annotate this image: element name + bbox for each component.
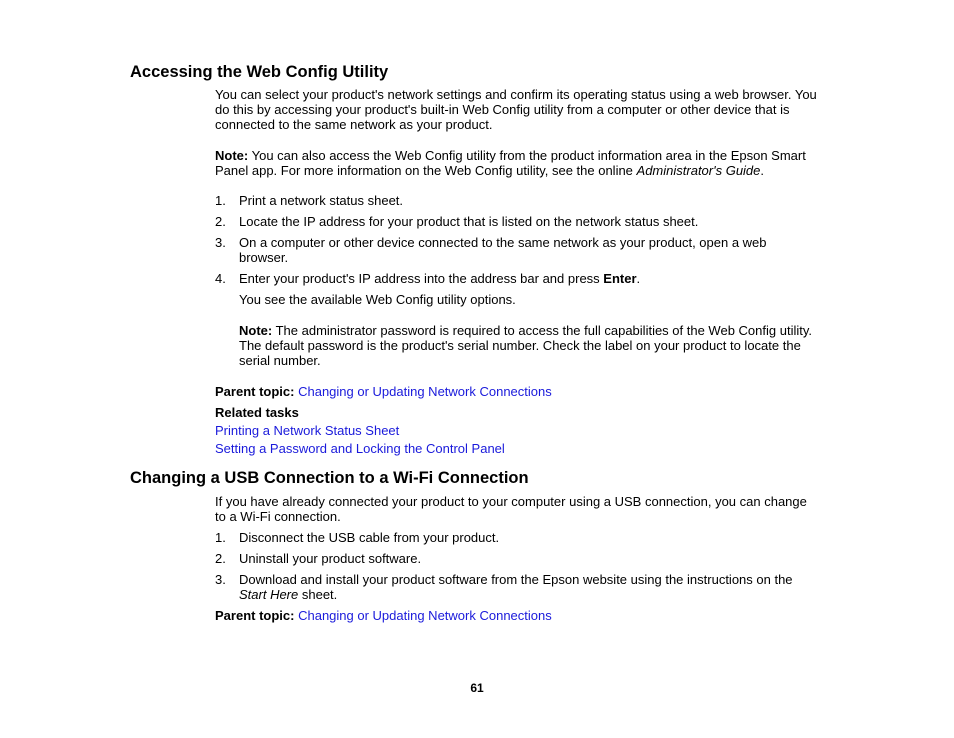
list-item — [215, 572, 815, 602]
section-heading-usb-to-wifi: Changing a USB Connection to a Wi-Fi Connection — [130, 469, 529, 487]
step-text: Print a network status sheet. — [239, 193, 404, 208]
list-item — [215, 193, 815, 208]
parent-topic-link[interactable]: Changing or Updating Network Connections — [298, 608, 552, 623]
step-text: Locate the IP address for your product that is listed on the network status sheet. — [239, 214, 699, 229]
related-tasks-label: Related tasks — [215, 405, 299, 420]
list-item — [215, 235, 815, 265]
list-item — [215, 551, 815, 566]
step-number: 4. — [215, 271, 226, 286]
section-heading-web-config: Accessing the Web Config Utility — [130, 63, 389, 81]
note-text: The administrator password is required to access the full capabilities of the Web Config utility. The default password is the product's serial number. Check the label on your product to locate the serial number. — [239, 323, 812, 368]
intro-text: You can select your product's network settings and confirm its operating status using a web browser. You do this by accessing your product's built-in Web Config utility from a computer or other device that is connected to the same network as your product. — [215, 87, 817, 132]
related-link-set-password[interactable]: Setting a Password and Locking the Control Panel — [215, 441, 505, 456]
note-text-end: . — [760, 163, 765, 178]
related-link-print-status-sheet[interactable]: Printing a Network Status Sheet — [215, 423, 400, 438]
list-item — [215, 214, 815, 229]
list-item — [215, 530, 815, 545]
step-text: Download and install your product software from the Epson website using the instructions on the — [239, 572, 793, 587]
note-label: Note: — [215, 148, 249, 163]
step-text-end: sheet. — [298, 587, 338, 602]
page-number: 61 — [470, 681, 484, 695]
parent-topic — [215, 384, 830, 399]
parent-topic-label: Parent topic: — [215, 608, 295, 623]
step-number: 3. — [215, 572, 226, 587]
step-text-end: . — [636, 271, 641, 286]
list-item — [215, 271, 815, 368]
parent-topic — [215, 608, 830, 623]
note-text: You can also access the Web Config utility from the product information area in the Epson Smart Panel app. For more information on the Web Config utility, see the online — [215, 148, 806, 178]
step-text: Enter your product's IP address into the address bar and press — [239, 271, 604, 286]
step-number: 2. — [215, 214, 226, 229]
intro-text: If you have already connected your product to your computer using a USB connection, you can change to a Wi-Fi connection. — [215, 494, 807, 524]
step-number: 2. — [215, 551, 226, 566]
step-number: 3. — [215, 235, 226, 250]
step-number: 1. — [215, 193, 226, 208]
steps-list-web-config — [215, 193, 815, 368]
step-result: You see the available Web Config utility options. — [239, 292, 516, 307]
steps-list-usb-to-wifi — [215, 530, 815, 602]
note-italic: Administrator's Guide — [636, 163, 761, 178]
parent-topic-label: Parent topic: — [215, 384, 295, 399]
parent-topic-link[interactable]: Changing or Updating Network Connections — [298, 384, 552, 399]
note-paragraph — [215, 148, 830, 178]
step-italic: Start Here — [239, 587, 299, 602]
step-number: 1. — [215, 530, 226, 545]
related-link-row — [215, 423, 830, 438]
intro-paragraph — [215, 87, 830, 132]
note-label: Note: — [239, 323, 273, 338]
related-link-row — [215, 441, 830, 456]
step-bold-key: Enter — [603, 271, 637, 286]
step-text: Disconnect the USB cable from your product. — [239, 530, 500, 545]
intro-paragraph — [215, 494, 820, 524]
step-text: Uninstall your product software. — [239, 551, 422, 566]
step-text: On a computer or other device connected to the same network as your product, open a web browser. — [239, 235, 767, 265]
